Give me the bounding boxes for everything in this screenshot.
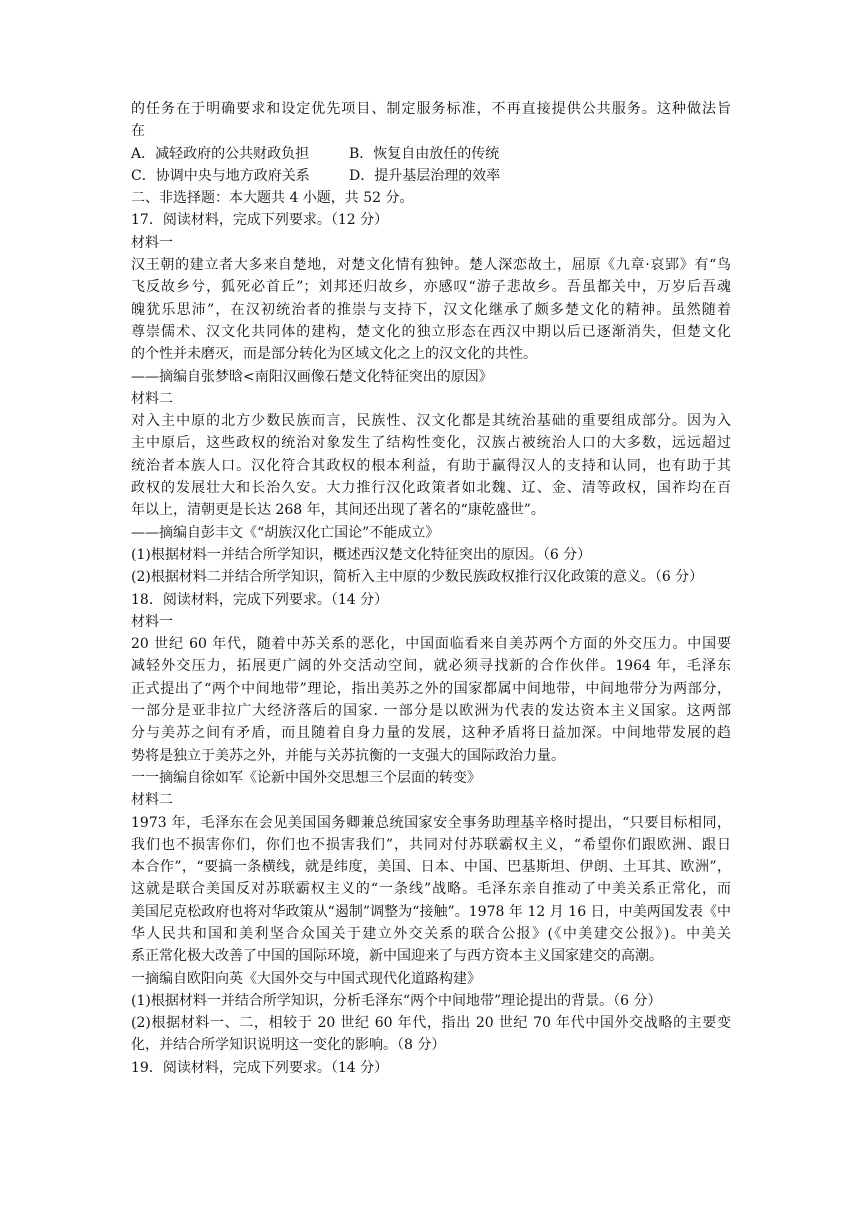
sub-question: 化，并结合所学知识说明这一变化的影响。（8 分） [131,1037,446,1054]
sub-question: (2)根据材料一、二，相较于 20 世纪 60 年代，指出 20 世纪 70 年代中国外交战略的主要变 [131,1015,731,1032]
material-text-line: 系正常化极大改善了中国的国际环境，新中国迎来了与西方资本主义国家建交的高潮。 [131,948,663,965]
q16-stem-line: 在 [131,123,145,140]
q16-options-row [131,143,731,165]
material-source: 一摘编自欧阳向英《大国外交与中国式现代化道路构建》 [131,970,481,987]
material-text-line: 飞反故乡兮，狐死必首丘”；刘邦还归故乡，亦感叹“游子悲故乡。吾虽都关中，万岁后吾魂 [131,279,731,296]
material-text-line: 尊崇儒术、汉文化共同体的建构，楚文化的独立形态在西汉中期以后已逐渐消失，但楚文化 [131,323,731,340]
question-title: 19．阅读材料，完成下列要求。（14 分） [131,1059,389,1076]
q19-block [131,1057,731,1079]
material-text-line: 正式提出了“两个中间地带”理论，指出美苏之外的国家都属中间地带，中间地带分为两部分， [131,680,731,697]
option-a: A．减轻政府的公共财政负担 [131,145,310,162]
material-text-line: 年以上，清朝更是长达 268 年，其间还出现了著名的“康乾盛世”。 [131,502,545,519]
material-text-line: 20 世纪 60 年代，随着中苏关系的恶化，中国面临看来自美苏两个方面的外交压力。中国要 [131,636,731,653]
material-text-line: 的个性并未磨灭，而是部分转化为区域文化之上的汉文化的共性。 [131,346,537,363]
material-text-line: 我们也不损害你们，你们也不损害我们”，共同对付苏联霸权主义，“希望你们跟欧洲、跟日 [131,836,731,853]
material-text-line: 减轻外交压力，拓展更广阔的外交活动空间，就必须寻找新的合作伙伴。1964 年，毛泽东 [131,658,731,675]
material-text-line: 统治者本族人口。汉化符合其政权的根本利益，有助于赢得汉人的支持和认同，也有助于其 [131,457,731,474]
material-label: 材料一 [131,613,173,630]
section-heading: 二、非选择题：本大题共 4 小题，共 52 分。 [131,190,414,207]
q18-block [131,589,731,1057]
q17-block [131,209,731,588]
question-title: 17．阅读材料，完成下列要求。（12 分） [131,212,389,229]
q16-block [131,98,731,187]
material-text-line: 魄犹乐思沛”，在汉初统治者的推崇与支持下，汉文化继承了颇多楚文化的精神。虽然随着 [131,301,731,318]
q16-options-row [131,165,731,187]
option-c: C．协调中央与地方政府关系 [131,167,310,184]
sub-question: (1)根据材料一并结合所学知识，概述西汉楚文化特征突出的原因。（6 分） [131,546,592,563]
material-text-line: 政权的发展壮大和长治久安。大力推行汉化政策者如北魏、辽、金、清等政权，国祚均在百 [131,480,731,497]
material-text-line: 华人民共和国和美利坚合众国关于建立外交关系的联合公报》(《中美建交公报》)。中美关 [131,925,731,942]
material-text-line: 对入主中原的北方少数民族而言，民族性、汉文化都是其统治基础的重要组成部分。因为入 [131,413,731,430]
option-d: D．提升基层治理的效率 [349,167,501,184]
material-text-line: 汉王朝的建立者大多来自楚地，对楚文化情有独钟。楚人深恋故土，屈原《九章·哀郢》有“鸟 [131,257,731,274]
material-text-line: 主中原后，这些政权的统治对象发生了结构性变化，汉族占被统治人口的大多数，远远超过 [131,435,731,452]
material-label: 材料二 [131,390,173,407]
material-label: 材料一 [131,234,173,251]
material-label: 材料二 [131,792,173,809]
material-source: ——摘编自彭丰文《“胡族汉化亡国论”不能成立》 [131,524,440,541]
material-text-line: 势将是独立于美苏之外，并能与关苏抗衡的一支强大的国际政治力量。 [131,747,565,764]
sub-question: (1)根据材料一并结合所学知识，分析毛泽东“两个中间地带”理论提出的背景。（6 分） [131,992,662,1009]
option-b: B．恢复自由放任的传统 [349,145,500,162]
material-text-line: 本合作”，“要搞一条横线，就是纬度，美国、日本、中国、巴基斯坦、伊朗、土耳其、欧洲”， [131,859,731,876]
material-text-line: 分与美苏之间有矛盾，而且随着自身力量的发展，这种矛盾将日益加深。中间地带发展的趋 [131,725,731,742]
q16-stem-line: 的任务在于明确要求和设定优先项目、制定服务标准，不再直接提供公共服务。这种做法旨 [131,101,731,117]
material-source: 一一摘编自徐如军《论新中国外交思想三个层面的转变》 [131,769,481,786]
question-title: 18．阅读材料，完成下列要求。（14 分） [131,591,389,608]
sub-question: (2)根据材料二并结合所学知识，简析入主中原的少数民族政权推行汉化政策的意义。（6 分） [131,569,704,586]
material-text-line: 这就是联合美国反对苏联霸权主义的“一条线”战略。毛泽东亲自推动了中美关系正常化，而 [131,881,731,898]
exam-page [131,98,731,1079]
material-text-line: 1973 年，毛泽东在会见美国国务卿兼总统国家安全事务助理基辛格时提出，“只要目标相同， [131,814,731,831]
material-text-line: 美国尼克松政府也将对华政策从“遏制”调整为“接触”。1978 年 12 月 16 日，中美两国发表《中 [131,903,731,920]
material-source: ——摘编自张梦晗<南阳汉画像石楚文化特征突出的原因》 [131,368,493,385]
material-text-line: 一部分是亚非拉广大经济落后的国家. 一部分是以欧洲为代表的发达资本主义国家。这两部 [131,703,731,720]
